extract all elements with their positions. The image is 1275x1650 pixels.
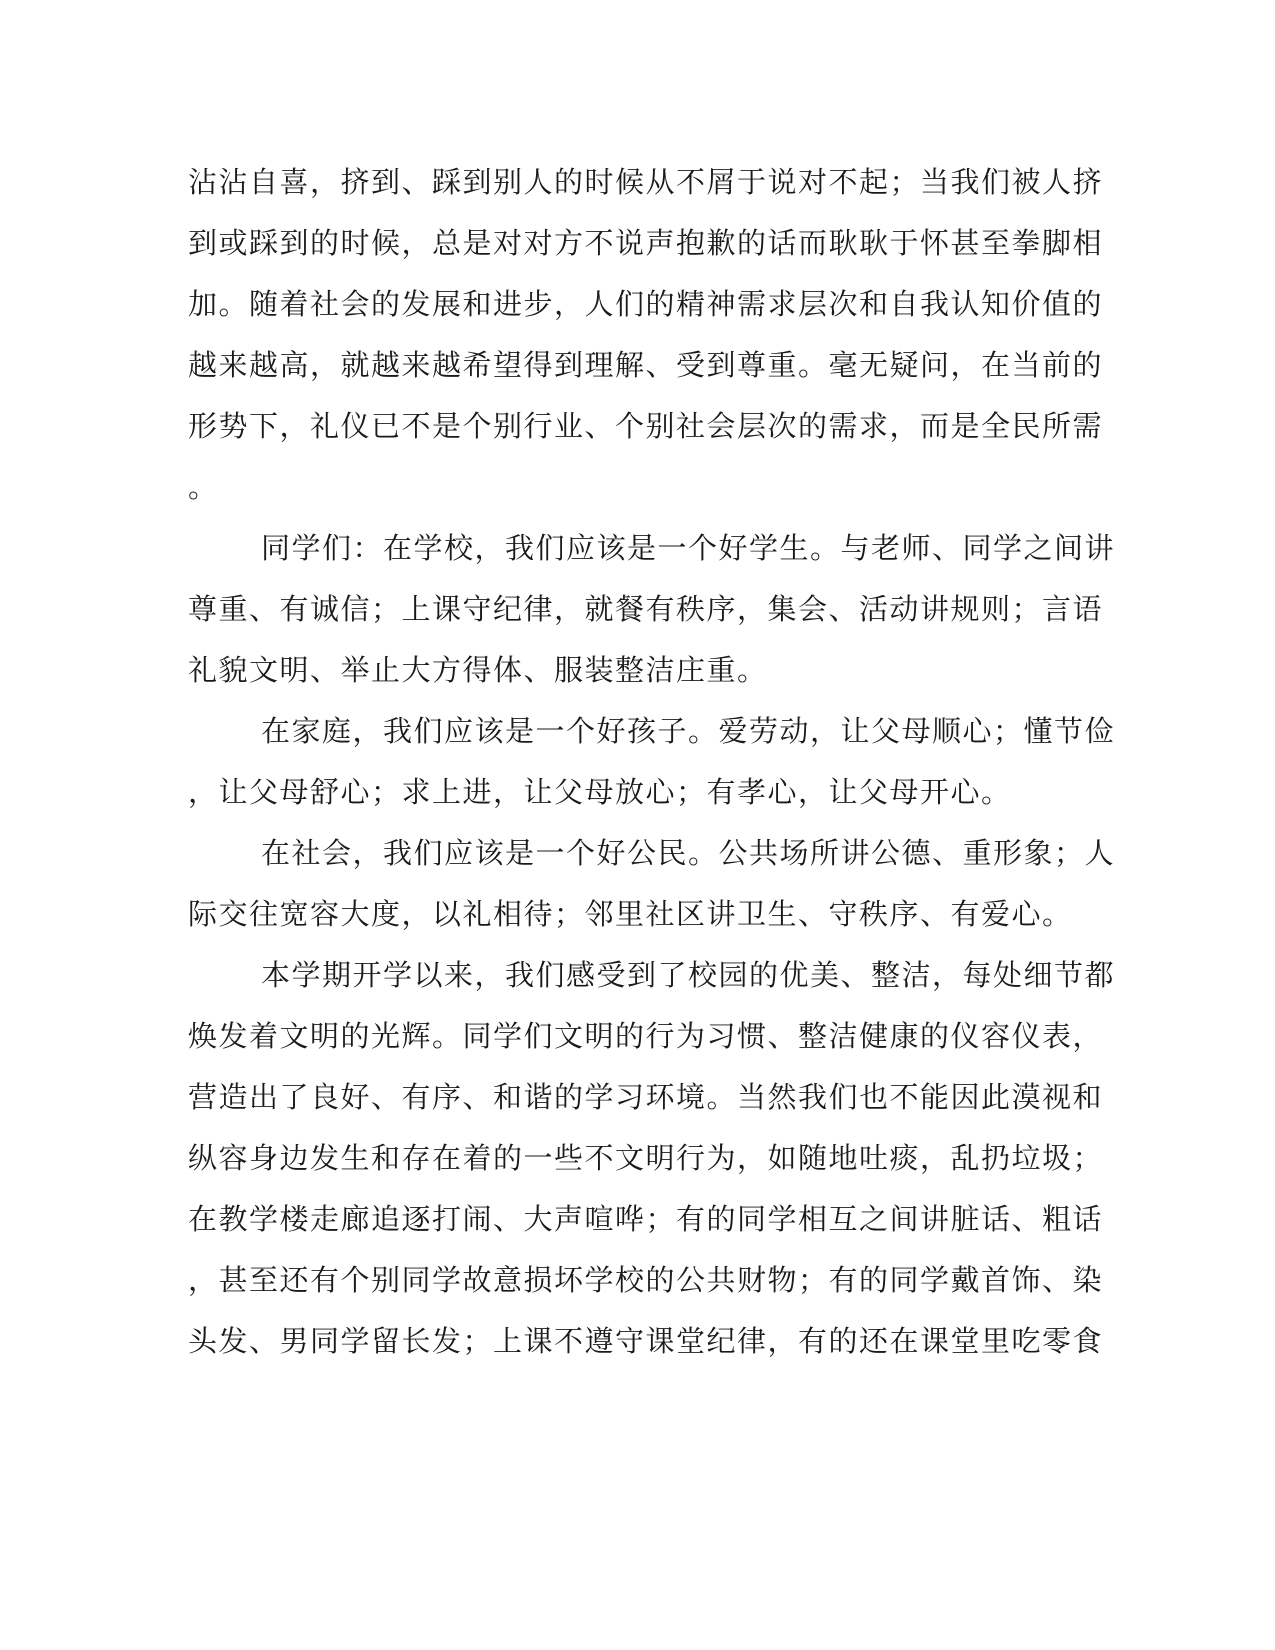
text-line: 加。随着社会的发展和进步，人们的精神需求层次和自我认知价值的 — [188, 287, 1104, 321]
text-line: 礼貌文明、举止大方得体、服装整洁庄重。 — [188, 653, 768, 687]
text-line: ，让父母舒心；求上进，让父母放心；有孝心，让父母开心。 — [188, 775, 1012, 809]
text-line: 尊重、有诚信；上课守纪律，就餐有秩序，集会、活动讲规则；言语 — [188, 592, 1104, 626]
text-line: ，甚至还有个别同学故意损坏学校的公共财物；有的同学戴首饰、染 — [188, 1263, 1104, 1297]
text-line: 营造出了良好、有序、和谐的学习环境。当然我们也不能因此漠视和 — [188, 1080, 1104, 1114]
text-line: 际交往宽容大度，以礼相待；邻里社区讲卫生、守秩序、有爱心。 — [188, 897, 1073, 931]
document-body — [188, 152, 1116, 1372]
paragraph-family-start: 在家庭，我们应该是一个好孩子。爱劳动，让父母顺心；懂节俭 — [261, 714, 1116, 748]
text-line: 头发、男同学留长发；上课不遵守课堂纪律，有的还在课堂里吃零食 — [188, 1324, 1104, 1358]
paragraph-school-start: 同学们：在学校，我们应该是一个好学生。与老师、同学之间讲 — [261, 531, 1116, 565]
text-line: 焕发着文明的光辉。同学们文明的行为习惯、整洁健康的仪容仪表， — [188, 1019, 1104, 1053]
text-line: 到或踩到的时候，总是对对方不说声抱歉的话而耿耿于怀甚至拳脚相 — [188, 226, 1104, 260]
text-line: 越来越高，就越来越希望得到理解、受到尊重。毫无疑问，在当前的 — [188, 348, 1104, 382]
text-line: 形势下，礼仪已不是个别行业、个别社会层次的需求，而是全民所需 — [188, 409, 1104, 443]
text-line: 在教学楼走廊追逐打闹、大声喧哗；有的同学相互之间讲脏话、粗话 — [188, 1202, 1104, 1236]
paragraph-semester-start: 本学期开学以来，我们感受到了校园的优美、整洁，每处细节都 — [261, 958, 1116, 992]
text-line: 纵容身边发生和存在着的一些不文明行为，如随地吐痰，乱扔垃圾； — [188, 1141, 1104, 1175]
paragraph-society-start: 在社会，我们应该是一个好公民。公共场所讲公德、重形象；人 — [261, 836, 1116, 870]
text-line: 。 — [188, 470, 219, 504]
text-line: 沾沾自喜，挤到、踩到别人的时候从不屑于说对不起；当我们被人挤 — [188, 165, 1104, 199]
